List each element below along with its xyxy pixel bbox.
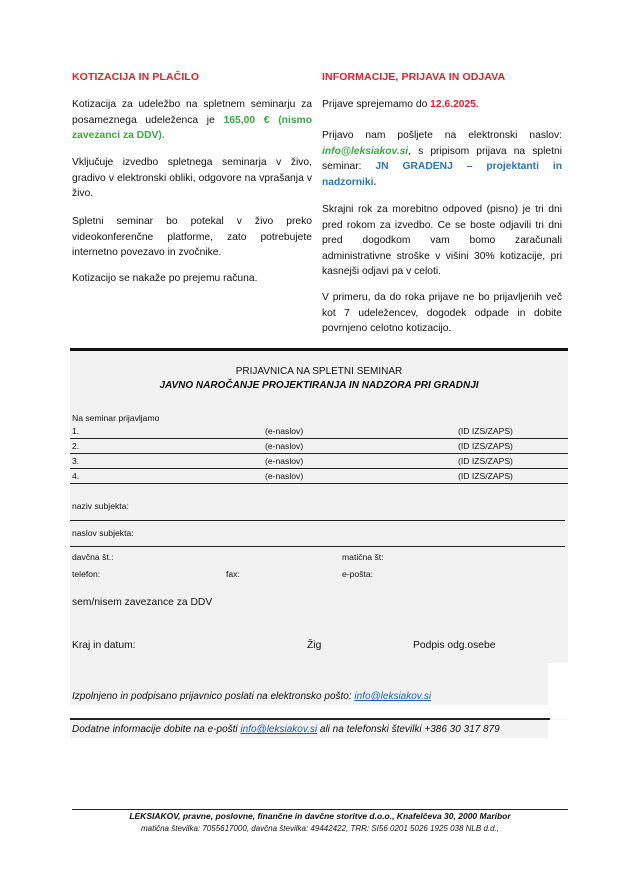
info-line (72, 724, 500, 735)
includes-paragraph: Vključuje izvedbo spletnega seminarja v živo, gradivo v elektronski obliki, odgovore na vprašanja v živo. (72, 157, 312, 199)
row-email[interactable]: (e-naslov) (265, 471, 304, 481)
row-id[interactable]: (ID IZS/ZAPS) (458, 426, 513, 436)
phone-label: telefon: (72, 569, 101, 579)
signup-text-2: , s pripisom prijava na spletni seminar: (322, 145, 562, 172)
subject-name-label: naziv subjekta: (72, 501, 129, 511)
row-num: 2. (72, 441, 80, 451)
deadline-paragraph (322, 97, 562, 113)
fax-label: fax: (226, 569, 240, 579)
tax-number-label: davčna št.: (72, 552, 114, 562)
send-text: Izpolnjeno in podpisano prijavnico poslati na elektronsko pošto: (72, 691, 355, 702)
send-email-link[interactable]: info@leksiakov.si (354, 691, 432, 702)
deadline-date: 12.6.2025. (430, 99, 479, 110)
vat-label: sem/nisem zavezance za DDV (72, 597, 213, 608)
send-instruction (72, 691, 431, 702)
footer-company: LEKSIAKOV, pravne, poslovne, finančne in davčne storitve d.o.o., Knafelčeva 30, 2000 Maribor (129, 811, 511, 821)
signup-text: Prijavo nam pošljete na elektronski naslov: (322, 130, 562, 141)
payment-paragraph: Kotizacijo se nakaže po prejemu računa. (72, 273, 258, 284)
fee-amount: 165,00 € (nismo zavezanci za DDV). (72, 114, 312, 141)
row-id[interactable]: (ID IZS/ZAPS) (458, 456, 513, 466)
seminar-name: JN GRADENJ – projektanti in nadzorniki. (322, 161, 562, 188)
form-title: PRIJAVNICA NA SPLETNI SEMINAR (235, 366, 403, 377)
form-gap (548, 663, 570, 705)
row-email[interactable]: (e-naslov) (265, 456, 304, 466)
stamp-label: Žig (307, 640, 322, 651)
subject-address-line[interactable] (70, 546, 565, 547)
fee-paragraph (72, 97, 312, 144)
signup-label: Na seminar prijavljamo (72, 413, 160, 423)
info-text: Dodatne informacije dobite na e-pošti (72, 724, 241, 735)
row-divider (70, 438, 568, 439)
row-divider (70, 468, 568, 469)
row-num: 3. (72, 456, 80, 466)
platform-paragraph: Spletni seminar bo potekal v živo preko videokonferenčne platforme, zato potrebujete internetno povezavo in zvočnike. (72, 216, 312, 258)
email-label: e-pošta: (342, 569, 374, 579)
subject-name-line[interactable] (70, 520, 565, 521)
footer-divider (72, 809, 568, 810)
info-top-border (70, 718, 550, 720)
signup-email-link[interactable]: info@leksiakov.si (322, 145, 409, 157)
form-separator (70, 705, 568, 719)
row-divider (70, 453, 568, 454)
deadline-text: Prijave sprejemamo do (322, 99, 431, 110)
form-subtitle: JAVNO NAROČANJE PROJEKTIRANJA IN NADZORA PRI GRADNJI (159, 380, 479, 391)
left-heading: KOTIZACIJA IN PLAČILO (72, 71, 200, 83)
row-email[interactable]: (e-naslov) (265, 441, 304, 451)
row-num: 4. (72, 471, 80, 481)
row-id[interactable]: (ID IZS/ZAPS) (458, 441, 513, 451)
right-heading: INFORMACIJE, PRIJAVA IN ODJAVA (322, 71, 506, 83)
registration-form (70, 348, 568, 738)
row-email[interactable]: (e-naslov) (265, 426, 304, 436)
form-top-border (70, 348, 568, 351)
signature-label: Podpis odg.osebe (413, 640, 496, 651)
minimum-paragraph: V primeru, da do roka prijave ne bo prijavljenih več kot 7 udeležencev, dogodek odpade in dobite povrnjeno celotno kotizacijo. (322, 292, 562, 334)
reg-number-label: matična št: (342, 552, 384, 562)
info-phone-text: ali na telefonski številki +386 30 317 879 (317, 724, 500, 735)
signup-paragraph (322, 128, 562, 190)
place-date-label: Kraj in datum: (72, 640, 136, 651)
info-email-link[interactable]: info@leksiakov.si (240, 724, 318, 735)
row-divider (70, 483, 568, 484)
cancellation-paragraph: Skrajni rok za morebitno odpoved (pisno) je tri dni pred rokom za izvedbo. Ce se boste odjavili tri dni pred dogodkom vam bomo zaračunali administrativne stroške v višini 30% kotizacije, pri kasnejši odjavi pa v celoti. (322, 204, 562, 277)
row-num: 1. (72, 426, 80, 436)
fee-text: Kotizacija za udeležbo na spletnem seminarju za posameznega udeleženca je (72, 99, 312, 126)
row-id[interactable]: (ID IZS/ZAPS) (458, 471, 513, 481)
info-gap (548, 720, 570, 740)
footer-registry: matična številka: 7055617000, davčna številka: 49442422, TRR: SI56 0201 5026 1925 038 NLB d.d., (140, 824, 500, 833)
subject-address-label: naslov subjekta: (72, 528, 134, 538)
